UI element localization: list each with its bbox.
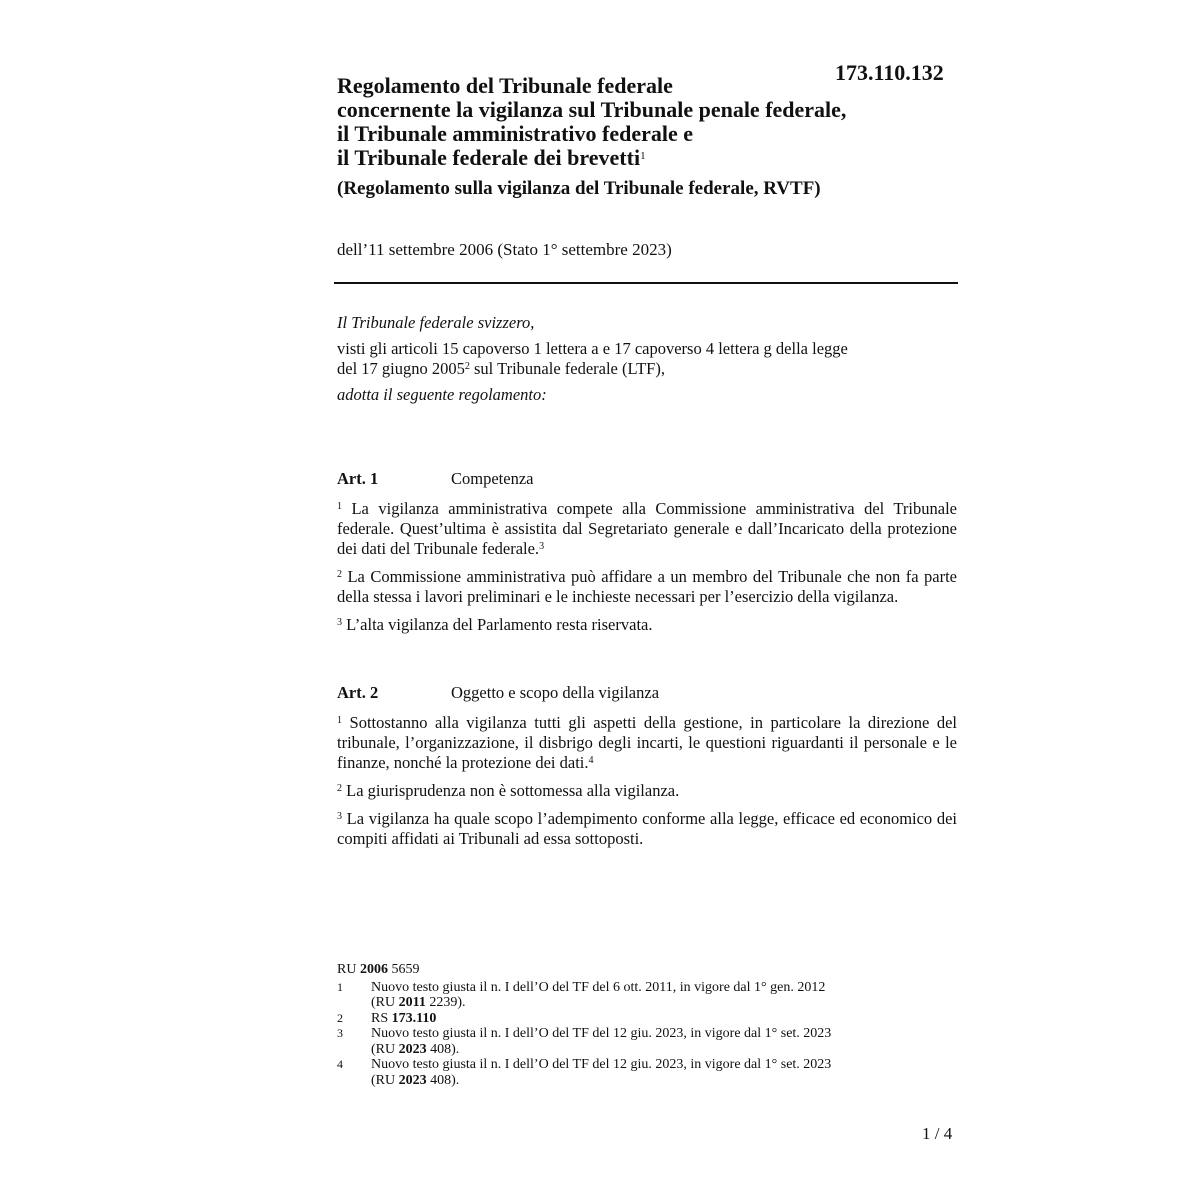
paragraph-number: 2 <box>337 783 342 794</box>
title-line: il Tribunale amministrativo federale e <box>337 121 694 146</box>
footnote-item <box>337 980 957 1011</box>
article-title: Competenza <box>451 469 534 488</box>
article-paragraph <box>337 713 957 773</box>
article-paragraph <box>337 567 957 607</box>
footnote-line: Nuovo testo giusta il n. I dell’O del TF del 6 ott. 2011, in vigore dal 1° gen. 2012 <box>371 979 826 995</box>
footnote-bold: 173.110 <box>391 1010 437 1026</box>
footnote-line: Nuovo testo giusta il n. I dell’O del TF del 12 giu. 2023, in vigore dal 1° set. 2023 <box>371 1057 832 1072</box>
paragraph-text: La vigilanza ha quale scopo l’adempimento conforme alla legge, efficace ed economico dei compiti affidati ai Tribunali ad essa sottoposti. <box>337 809 957 848</box>
footnote-prefix: (RU <box>371 1041 399 1057</box>
title-line-text: il Tribunale federale dei brevetti <box>337 145 641 170</box>
article-2 <box>337 683 957 849</box>
article-number: Art. 2 <box>337 683 379 702</box>
title-line: concernente la vigilanza sul Tribunale penale federale, <box>337 97 847 122</box>
footnote-line <box>371 1011 957 1027</box>
footnote-ref[interactable]: 2 <box>464 361 470 372</box>
footnote-ref[interactable]: 1 <box>640 150 646 162</box>
ru-prefix: RU <box>337 962 360 977</box>
preamble-adopts: adotta il seguente regolamento: <box>337 385 547 404</box>
paragraph-text: La Commissione amministrativa può affidare a un membro del Tribunale che non fa parte della stessa i lavori preliminari e le inchieste necessari per l’esercizio della vigilanza. <box>337 567 957 606</box>
article-paragraph <box>337 615 957 635</box>
footnote-item <box>337 1057 957 1088</box>
article-paragraph <box>337 499 957 559</box>
paragraph-text: La vigilanza amministrativa compete alla Commissione amministrativa del Tribunale federale. Quest’ultima è assistita dal Segretariato generale e dall’Incaricato della protezione dei dati del Tribunale federale. <box>337 499 957 558</box>
paragraph-text: La giurisprudenza non è sottomessa alla vigilanza. <box>342 781 680 800</box>
title-line <box>337 146 937 170</box>
footnote-prefix: (RU <box>371 1072 399 1088</box>
article-number: Art. 1 <box>337 469 379 488</box>
title-line: Regolamento del Tribunale federale <box>337 73 673 98</box>
preamble-authority: Il Tribunale federale svizzero, <box>337 313 535 332</box>
preamble-text: del 17 giugno 2005 <box>337 359 465 378</box>
footnote-text <box>371 1026 957 1057</box>
footnote-item <box>337 1026 957 1057</box>
preamble-line <box>337 359 937 379</box>
paragraph-text: Sottostanno alla vigilanza tutti gli aspetti della gestione, in particolare la direzione del tribunale, l’organizzazione, il disbrigo degli incarti, le questioni riguardanti il personale e le finanze, nonché la protezione dei dati. <box>337 713 957 772</box>
footnote-line <box>371 1042 957 1058</box>
ru-page: 5659 <box>387 962 420 977</box>
footnote-number: 1 <box>337 979 343 994</box>
divider <box>334 282 958 284</box>
footnote-item <box>337 1011 957 1027</box>
footnote-number: 3 <box>337 1026 343 1040</box>
footnote-suffix: 408). <box>426 1072 460 1088</box>
article-paragraph <box>337 781 957 801</box>
footnote-bold: 2011 <box>398 995 426 1010</box>
footnote-suffix: 2239). <box>425 995 466 1010</box>
paragraph-number: 3 <box>337 617 342 628</box>
footnote-line <box>371 995 957 1011</box>
document-number: 173.110.132 <box>835 60 944 85</box>
ru-year: 2006 <box>359 962 388 977</box>
preamble-line: visti gli articoli 15 capoverso 1 lettera a e 17 capoverso 4 lettera g della legge <box>337 339 848 358</box>
footnote-suffix: 408). <box>426 1041 460 1057</box>
footnote-prefix: RS <box>371 1010 392 1026</box>
preamble-basis <box>337 339 937 379</box>
article-title: Oggetto e scopo della vigilanza <box>451 683 660 702</box>
footnotes <box>337 962 957 1088</box>
article-heading <box>337 469 957 491</box>
paragraph-number: 2 <box>337 569 342 580</box>
footnote-number: 2 <box>337 1010 343 1025</box>
footnote-ref[interactable]: 4 <box>588 755 594 766</box>
footnote-line <box>371 1073 957 1089</box>
document-title <box>337 74 937 170</box>
page-number: 1 / 4 <box>922 1124 953 1143</box>
document-subtitle: (Regolamento sulla vigilanza del Tribunale federale, RVTF) <box>337 178 821 199</box>
footnote-ref[interactable]: 3 <box>539 541 545 552</box>
footnote-text <box>371 1057 957 1088</box>
article-paragraph <box>337 809 957 849</box>
paragraph-number: 1 <box>337 715 342 726</box>
footnote-text <box>371 980 957 1011</box>
paragraph-number: 1 <box>337 501 342 512</box>
footnote-bold: 2023 <box>398 1072 427 1088</box>
preamble-text: sul Tribunale federale (LTF), <box>469 359 665 378</box>
footnote-text <box>371 1011 957 1027</box>
document-date: dell’11 settembre 2006 (Stato 1° settembre 2023) <box>337 240 672 259</box>
footnote-prefix: (RU <box>371 995 399 1010</box>
paragraph-number: 3 <box>337 811 342 822</box>
footnote-bold: 2023 <box>398 1041 427 1057</box>
footnote-line: Nuovo testo giusta il n. I dell’O del TF del 12 giu. 2023, in vigore dal 1° set. 2023 <box>371 1026 832 1041</box>
paragraph-text: L’alta vigilanza del Parlamento resta riservata. <box>342 615 653 634</box>
footnote-number: 4 <box>337 1057 343 1071</box>
article-heading <box>337 683 957 705</box>
ru-reference <box>337 962 957 978</box>
article-1 <box>337 469 957 635</box>
